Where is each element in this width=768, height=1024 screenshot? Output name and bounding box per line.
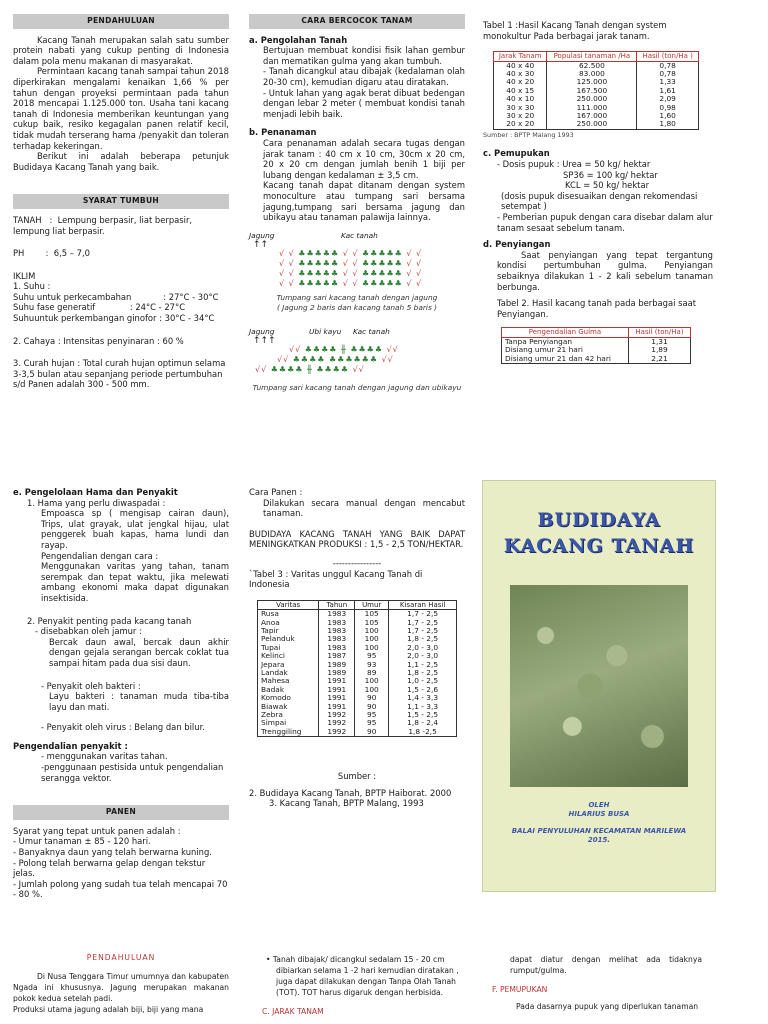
paragraph: Syarat yang tepat untuk panen adalah : xyxy=(13,825,181,836)
table-row xyxy=(258,728,457,737)
tabel1-title: Tabel 1 :Hasil Kacang Tanah dengan system monokultur Pada berbagai jarak tanam. xyxy=(483,20,667,41)
hujan-text: 3. Curah hujan : Total curah hujan optimun selama 3-3,5 bulan atau sepanjang periode pertumbuhan s/d Panen adalah 300 - 500 mm. xyxy=(13,358,226,390)
plant-row-icon: √ √ ♣♣♣♣♣ √ √ ♣♣♣♣♣ √ √ xyxy=(279,278,423,288)
table-cell: Tapir xyxy=(258,627,319,635)
table-cell: 1,1 - 2,5 xyxy=(389,661,457,669)
table-header: Umur xyxy=(355,600,389,609)
cover-title xyxy=(483,507,715,559)
list-item: - Penyakit oleh virus : Belang dan bilur. xyxy=(41,722,205,733)
table-cell: 95 xyxy=(355,711,389,719)
bullet-text: Tanah dibajak/ dicangkul sedalam 15 - 20 cm dibiarkan selama 1 -2 hari kemudian diratakan , juga dapat dilakukan dengan Tanpa Olah Tanah (TOT). TOT harus digaruk dengan herbisida. xyxy=(272,955,459,997)
table-cell: 100 xyxy=(355,686,389,694)
paragraph: Permintaan kacang tanah sampai tahun 2018 diperkirakan mengalami kenaikan 1,66 % per tahun dengan proyeksi permintaan pada tahun 2018 mencapai 1.125.000 ton. Usaha tani kacang tanah di Indonesia memberikan keuntungan yang cukup baik, resiko kegagalan panen relatif kecil, tidak mudah terserang hama /penyakit dan toleran terhadap kekeringan. xyxy=(13,66,229,151)
list-item: - Umur tanaman ± 85 - 120 hari. xyxy=(13,836,151,847)
table-cell: 1,31 xyxy=(628,337,690,346)
table-cell: 0,78 xyxy=(637,70,699,78)
label-jagung: Jagung xyxy=(249,326,275,336)
paragraph: Berikut ini adalah beberapa petunjuk Budidaya Kacang Tanah yang baik. xyxy=(13,151,229,172)
table-cell: 100 xyxy=(355,677,389,685)
column-1 xyxy=(13,14,229,390)
cahaya-text: 2. Cahaya : Intensitas penyinaran : 60 % xyxy=(13,335,184,346)
table-cell: 1983 xyxy=(319,619,355,627)
subheading-pengendalian-penyakit: Pengendalian penyakit : xyxy=(13,740,128,751)
paragraph: Dilakukan secara manual dengan mencabut tanaman. xyxy=(263,497,465,519)
tabel-3 xyxy=(257,600,457,738)
table-cell: 1991 xyxy=(319,694,355,702)
table-cell: 83.000 xyxy=(547,70,637,78)
table-cell: 1983 xyxy=(319,644,355,652)
table-cell: 1991 xyxy=(319,677,355,685)
table-cell: 1,61 xyxy=(637,87,699,95)
section-header-pendahuluan: PENDAHULUAN xyxy=(13,14,229,29)
paragraph: Bertujuan membuat kondisi fisik lahan gembur dan mematikan gulma yang akan tumbuh. xyxy=(263,45,465,66)
table-row xyxy=(494,120,699,129)
plant-row-icon: √√ ♣♣♣♣ ╫ ♣♣♣♣ √√ xyxy=(255,364,365,374)
list-item: 1. Hama yang perlu diwaspadai : xyxy=(27,497,166,508)
table-header: Tahun xyxy=(319,600,355,609)
paragraph: Pada dasarnya pupuk yang diperlukan tanaman xyxy=(516,1002,699,1011)
table-cell: 100 xyxy=(355,627,389,635)
table-cell: Badak xyxy=(258,686,319,694)
table-cell: 0,78 xyxy=(637,61,699,70)
tabel-1 xyxy=(493,51,699,130)
table-cell: 167.500 xyxy=(547,87,637,95)
table-cell: 1,8 - 2,5 xyxy=(389,635,457,643)
table-cell: 93 xyxy=(355,661,389,669)
section-header-cara-bercocok-tanam: CARA BERCOCOK TANAM xyxy=(249,14,465,29)
label-kac-tanah: Kac tanah xyxy=(341,230,378,240)
table-cell: Jepara xyxy=(258,661,319,669)
table-cell: Biawak xyxy=(258,703,319,711)
table-cell: Zebra xyxy=(258,711,319,719)
table-cell: 1992 xyxy=(319,728,355,737)
list-item: -penggunaan pestisida untuk pengendalian serangga vektor. xyxy=(41,762,224,783)
table-cell: 111.000 xyxy=(547,104,637,112)
plant-row-icon: √√ ♣♣♣♣ ╫ ♣♣♣♣ √√ xyxy=(289,344,399,354)
arrow-up-icon: ↑↑ xyxy=(253,239,269,250)
table-cell: 1992 xyxy=(319,719,355,727)
pupuk-line: KCL = 50 kg/ hektar xyxy=(565,180,650,191)
table-cell: 62.500 xyxy=(547,61,637,70)
table-cell: Pelanduk xyxy=(258,635,319,643)
subheading-pengolahan-tanah: a. Pengolahan Tanah xyxy=(249,34,348,45)
table-header: Varitas xyxy=(258,600,319,609)
table-cell: 1,1 - 3,3 xyxy=(389,703,457,711)
paragraph: Empoasca sp ( mengisap cairan daun), Trips, ulat grayak, ulat jengkal hijau, ulat penggerek buah kapas, hama lundi dan rayap. xyxy=(41,508,229,550)
list-item: - Polong telah berwarna gelap dengan tekstur jelas. xyxy=(13,857,206,879)
table-cell: 95 xyxy=(355,652,389,660)
table-cell: 105 xyxy=(355,610,389,619)
paragraph: Menggunakan varitas yang tahan, tanam serempak dan tepat waktu, jika melewati ambang ekonomi maka dapat digunakan insektisida. xyxy=(41,561,229,603)
table-cell: 1987 xyxy=(319,652,355,660)
table-cell: 40 x 10 xyxy=(494,95,547,103)
list-item: - Banyaknya daun yang telah berwarna kuning. xyxy=(13,847,212,858)
iklim-label: IKLIM xyxy=(13,270,36,281)
bullet-icon: • xyxy=(266,955,273,964)
cover-title-line: BUDIDAYA xyxy=(537,509,661,531)
pupuk-line: - Pemberian pupuk dengan cara disebar dalam alur tanam sesaat sebelum tanam. xyxy=(497,212,713,233)
table-cell: 40 x 15 xyxy=(494,87,547,95)
table-cell: Simpai xyxy=(258,719,319,727)
section-header-pendahuluan-jagung: PENDAHULUAN xyxy=(86,953,156,962)
table-cell: 0,98 xyxy=(637,104,699,112)
suhu-1: Suhu untuk perkecambahan : 27°C - 30°C xyxy=(13,291,219,302)
table-header: Hasil (ton/Ha) xyxy=(628,328,690,337)
paragraph: Pengendalian dengan cara : xyxy=(41,550,159,561)
table-cell: 1,89 xyxy=(628,346,690,354)
table-cell: 1,7 - 2,5 xyxy=(389,619,457,627)
column-5 xyxy=(249,487,465,809)
table-cell: 95 xyxy=(355,719,389,727)
table-cell: 250.000 xyxy=(547,120,637,129)
table-cell: 2,21 xyxy=(628,355,690,364)
sumber-item: 2. Budidaya Kacang Tanah, BPTP Haiborat. 2000 xyxy=(249,787,452,798)
subheading-pemupukan-jagung: F. PEMUPUKAN xyxy=(492,985,548,994)
table-cell: Tupai xyxy=(258,644,319,652)
table-cell: 1989 xyxy=(319,661,355,669)
table-cell: 2,0 - 3,0 xyxy=(389,644,457,652)
table-cell: Landak xyxy=(258,669,319,677)
table-cell: 30 x 20 xyxy=(494,112,547,120)
table-row xyxy=(502,355,691,364)
label-jagung: Jagung xyxy=(249,230,275,240)
table-cell: Anoa xyxy=(258,619,319,627)
subheading-penyiangan: d. Penyiangan xyxy=(483,239,551,250)
plant-row-icon: √ √ ♣♣♣♣♣ √ √ ♣♣♣♣♣ √ √ xyxy=(279,258,423,268)
table-cell: Komodo xyxy=(258,694,319,702)
table-header: Populasi tanaman /Ha xyxy=(547,52,637,61)
table-cell: 1,0 - 2,5 xyxy=(389,677,457,685)
bullet xyxy=(262,954,468,998)
table-cell: 1,4 - 3,3 xyxy=(389,694,457,702)
cover-organization: BALAI PENYULUHAN KECAMATAN MARILEWA 2015. xyxy=(511,827,687,844)
table-cell: 90 xyxy=(355,694,389,702)
paragraph: Kacang tanah dapat ditanam dengan system monoculture atau tumpang sari bersama jagung,tumpang sari bersama jagung dan ubikayu atau tanaman palawija lainnya. xyxy=(263,180,465,223)
table-cell: 1983 xyxy=(319,635,355,643)
column-2 xyxy=(249,14,465,405)
table-cell: 100 xyxy=(355,635,389,643)
cover-title-line: KACANG TANAH xyxy=(503,535,695,557)
table-header: Kisaran Hasil xyxy=(389,600,457,609)
table-cell: Tanpa Penyiangan xyxy=(502,337,629,346)
table-cell: 20 x 20 xyxy=(494,120,547,129)
paragraph: dapat diatur dengan melihat ada tidaknya rumput/gulma. xyxy=(510,955,702,975)
table-cell: Disiang umur 21 hari xyxy=(502,346,629,354)
list-item: - menggunakan varitas tahan. xyxy=(41,751,168,762)
paragraph: Produksi utama jagung adalah biji, biji yang mana xyxy=(13,1005,204,1014)
pupuk-line: - Dosis pupuk : Urea = 50 kg/ hektar xyxy=(497,159,651,170)
table-cell: 1,60 xyxy=(637,112,699,120)
peanut-plant-photo xyxy=(510,585,688,787)
table-cell: 40 x 20 xyxy=(494,78,547,86)
bottom-column-3 xyxy=(492,954,702,1012)
suhu-3: Suhuuntuk perkembangan ginofor : 30°C - 34°C xyxy=(13,313,215,324)
tabel-2 xyxy=(501,327,691,364)
table-cell: 1,7 - 2,5 xyxy=(389,610,457,619)
ph-text: PH : 6,5 – 7,0 xyxy=(13,248,90,259)
table-cell: 1,80 xyxy=(637,120,699,129)
table-cell: Rusa xyxy=(258,610,319,619)
subheading-jarak-tanam: C. JARAK TANAM xyxy=(262,1007,324,1016)
list-item: - Jumlah polong yang sudah tua telah mencapai 70 - 80 %. xyxy=(13,878,228,900)
cover-oleh: OLEH xyxy=(588,801,610,809)
paragraph: Di Nusa Tenggara Timur umumnya dan kabupaten Ngada ini khususnya. Jagung merupakan makanan pokok kedua setelah padi. xyxy=(13,972,229,1003)
plant-row-icon: √ √ ♣♣♣♣♣ √ √ ♣♣♣♣♣ √ √ xyxy=(279,248,423,258)
arrow-up-icon: ↑↑↑ xyxy=(253,335,276,346)
label-ubi-kayu: Ubi kayu xyxy=(309,326,342,336)
table-cell: 1,33 xyxy=(637,78,699,86)
suhu-label: 1. Suhu : xyxy=(13,281,51,292)
table-cell: 1991 xyxy=(319,686,355,694)
bullet: - Untuk lahan yang agak berat dibuat bedengan dengan lebar 2 meter ( membuat kondisi tanah menjadi lebih baik. xyxy=(263,87,465,119)
label-kac-tanah: Kac tanah xyxy=(353,326,390,336)
tanah-text: TANAH : Lempung berpasir, liat berpasir, lempung liat berpasir. xyxy=(13,214,195,236)
table-cell: 1983 xyxy=(319,627,355,635)
paragraph: Saat penyiangan yang tepat tergantung kondisi pertumbuhan gulma. Penyiangan sebaiknya dilakukan 1 - 2 kali sebelum tanaman berbunga. xyxy=(497,249,713,292)
plant-row-icon: √√ ♣♣♣♣ ♣♣♣♣♣♣ √√ xyxy=(277,354,394,364)
table-cell: 125.000 xyxy=(547,78,637,86)
subheading-penanaman: b. Penanaman xyxy=(249,127,317,138)
section-header-panen: PANEN xyxy=(13,805,229,820)
table-cell: 90 xyxy=(355,703,389,711)
table-cell: 1,5 - 2,5 xyxy=(389,711,457,719)
paragraph: Layu bakteri : tanaman muda tiba-tiba layu dan mati. xyxy=(49,691,229,712)
table-cell: 1,8 -2,5 xyxy=(389,728,457,737)
table-cell: 40 x 40 xyxy=(494,61,547,70)
table-header: Jarak Tanam xyxy=(494,52,547,61)
list-item: 2. Penyakit penting pada kacang tanah xyxy=(27,615,192,626)
tabel3-title: `Tabel 3 : Varitas unggul Kacang Tanah di Indonesia xyxy=(249,568,423,590)
table-cell: 2,09 xyxy=(637,95,699,103)
table-cell: 250.000 xyxy=(547,95,637,103)
column-3 xyxy=(483,20,713,364)
tabel1-source: Sumber : BPTP Malang 1993 xyxy=(483,130,574,139)
diagram-caption: ( Jagung 2 baris dan kacang tanah 5 baris ) xyxy=(276,302,438,312)
cover-panel xyxy=(482,480,716,892)
table-cell: 1,8 - 2,5 xyxy=(389,669,457,677)
list-item: - disebabkan oleh jamur : xyxy=(35,626,142,637)
table-cell: 90 xyxy=(355,728,389,737)
diagram-caption: Tumpang sari kacang tanah dengan jagung dan ubikayu xyxy=(252,382,462,392)
subheading-pemupukan: c. Pemupukan xyxy=(483,148,550,159)
table-cell: 2,0 - 3,0 xyxy=(389,652,457,660)
pupuk-line: (dosis pupuk disesuaikan dengan rekomendasi setempat ) xyxy=(501,190,698,212)
column-4 xyxy=(13,487,229,900)
diagram-tumpang-sari-ubikayu xyxy=(249,327,465,405)
table-cell: 167.000 xyxy=(547,112,637,120)
table-cell: Trenggiling xyxy=(258,728,319,737)
table-cell: Kelinci xyxy=(258,652,319,660)
table-header: Hasil (ton/Ha ) xyxy=(637,52,699,61)
table-cell: 1,7 - 2,5 xyxy=(389,627,457,635)
bottom-column-1 xyxy=(13,952,229,1015)
table-cell: 1989 xyxy=(319,669,355,677)
table-cell: 100 xyxy=(355,644,389,652)
sumber-item: 3. Kacang Tanah, BPTP Malang, 1993 xyxy=(269,798,424,809)
subheading-hama-penyakit: e. Pengelolaan Hama dan Penyakit xyxy=(13,487,178,497)
cara-panen-label: Cara Panen : xyxy=(249,487,303,497)
list-item: - Penyakit oleh bakteri : xyxy=(41,680,141,691)
plant-row-icon: √ √ ♣♣♣♣♣ √ √ ♣♣♣♣♣ √ √ xyxy=(279,268,423,278)
paragraph: Cara penanaman adalah secara tugas dengan jarak tanam : 40 cm x 10 cm, 30cm x 20 cm, 20 x 20 cm dengan jumlah benih 1 biji per lubang dengan kedalaman ± 3,5 cm. xyxy=(263,137,465,180)
table-cell: 40 x 30 xyxy=(494,70,547,78)
bullet: - Tanah dicangkul atau dibajak (kedalaman olah 20-30 cm), kemudian digaru atau diratakan. xyxy=(263,66,465,87)
diagram-caption: Tumpang sari kacang tanah dengan jagung xyxy=(276,292,438,302)
paragraph: Kacang Tanah merupakan salah satu sumber protein nabati yang cukup penting di Indonesia dalam pola menu makanan di masyarakat. xyxy=(13,34,229,66)
budidaya-statement: BUDIDAYA KACANG TANAH YANG BAIK DAPAT MENINGKATKAN PRODUKSI : 1,5 - 2,5 TON/HEKTAR. xyxy=(249,528,465,550)
pupuk-line: SP36 = 100 kg/ hektar xyxy=(563,169,658,180)
table-header: Pengendalian Gulma xyxy=(502,328,629,337)
diagram-tumpang-sari-jagung xyxy=(249,231,465,323)
table-cell: 105 xyxy=(355,619,389,627)
table-cell: 1,5 - 2,6 xyxy=(389,686,457,694)
table-cell: Mahesa xyxy=(258,677,319,685)
suhu-2: Suhu fase generatif : 24°C - 27°C xyxy=(13,302,186,313)
table-cell: 1,8 - 2,4 xyxy=(389,719,457,727)
section-header-syarat-tumbuh: SYARAT TUMBUH xyxy=(13,194,229,209)
table-cell: 1992 xyxy=(319,711,355,719)
paragraph: Bercak daun awal, bercak daun akhir dengan gejala serangan bercak coklat tua sampai hitam pada dua sisi daun. xyxy=(49,636,229,668)
table-cell: 30 x 30 xyxy=(494,104,547,112)
bottom-column-2 xyxy=(262,954,468,1017)
table-cell: 89 xyxy=(355,669,389,677)
table-cell: 1983 xyxy=(319,610,355,619)
sumber-label: Sumber : xyxy=(337,771,377,782)
cover-author: HILARIUS BUSA xyxy=(568,810,630,818)
table-cell: 1991 xyxy=(319,703,355,711)
divider: ---------------- xyxy=(332,557,382,568)
table-cell: Disiang umur 21 dan 42 hari xyxy=(502,355,629,364)
tabel2-title: Tabel 2. Hasil kacang tanah pada berbagai saat Penyiangan. xyxy=(497,298,697,319)
